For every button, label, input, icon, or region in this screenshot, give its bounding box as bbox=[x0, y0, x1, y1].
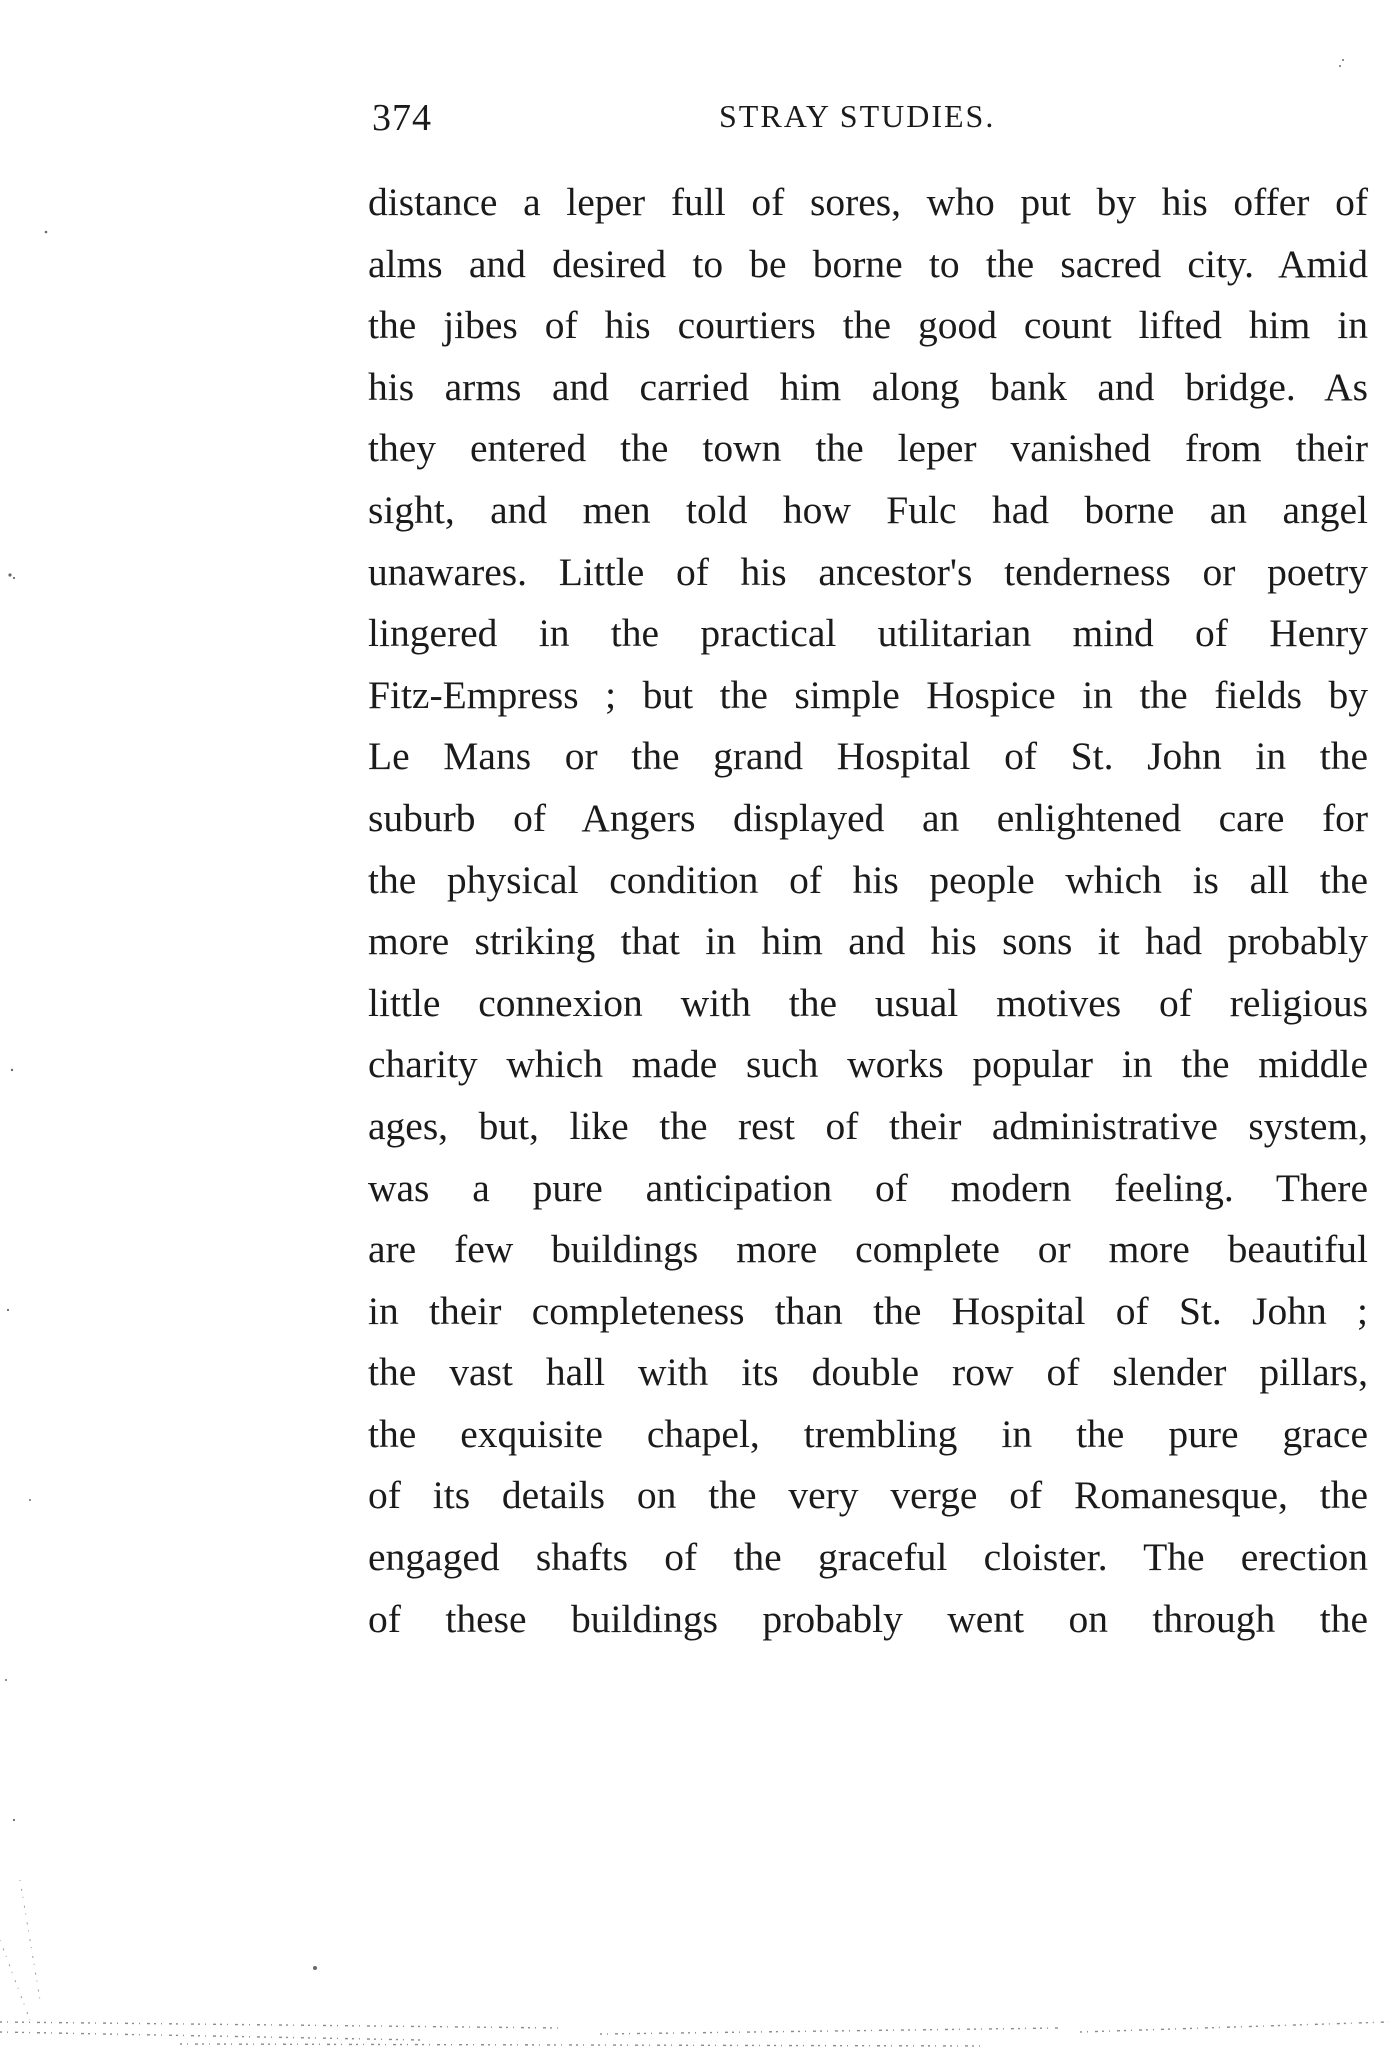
text-line: ages, but, like the rest of their administrative system, bbox=[368, 1103, 1368, 1148]
text-line: engaged shafts of the graceful cloister. The erection bbox=[368, 1535, 1368, 1580]
text-line: Fitz-Empress ; but the simple Hospice in the fields by bbox=[368, 672, 1368, 717]
text-line: sight, and men told how Fulc had borne an angel bbox=[368, 487, 1368, 532]
text-line: alms and desired to be borne to the sacred city. Amid bbox=[368, 241, 1368, 286]
running-title: STRAY STUDIES. bbox=[719, 98, 996, 134]
text-line: of its details on the very verge of Romanesque, the bbox=[368, 1473, 1368, 1518]
text-line: distance a leper full of sores, who put by his offer of bbox=[368, 180, 1368, 224]
running-head bbox=[372, 96, 1372, 146]
text-line: Le Mans or the grand Hospital of St. John in the bbox=[368, 734, 1368, 779]
text-line: was a pure anticipation of modern feeling. There bbox=[368, 1165, 1368, 1210]
text-line: the physical condition of his people which is all the bbox=[368, 857, 1368, 902]
body-text bbox=[368, 172, 1368, 1650]
text-line: lingered in the practical utilitarian mind of Henry bbox=[368, 611, 1368, 656]
text-line: more striking that in him and his sons it had probably bbox=[368, 919, 1368, 964]
text-line: the jibes of his courtiers the good count lifted him in bbox=[368, 303, 1368, 348]
text-line: in their completeness than the Hospital of St. John ; bbox=[368, 1288, 1368, 1333]
text-line: his arms and carried him along bank and bridge. As bbox=[368, 364, 1368, 409]
text-line: of these buildings probably went on through the bbox=[368, 1596, 1368, 1641]
text-line: unawares. Little of his ancestor's tenderness or poetry bbox=[368, 549, 1368, 594]
text-line: they entered the town the leper vanished from their bbox=[368, 426, 1368, 471]
text-line: little connexion with the usual motives of religious bbox=[368, 980, 1368, 1025]
text-line: the vast hall with its double row of slender pillars, bbox=[368, 1350, 1368, 1395]
text-line: the exquisite chapel, trembling in the pure grace bbox=[368, 1411, 1368, 1456]
page-number: 374 bbox=[372, 97, 432, 139]
text-line: suburb of Angers displayed an enlightened care for bbox=[368, 795, 1368, 840]
text-line: are few buildings more complete or more beautiful bbox=[368, 1227, 1368, 1272]
text-line: charity which made such works popular in the middle bbox=[368, 1042, 1368, 1087]
